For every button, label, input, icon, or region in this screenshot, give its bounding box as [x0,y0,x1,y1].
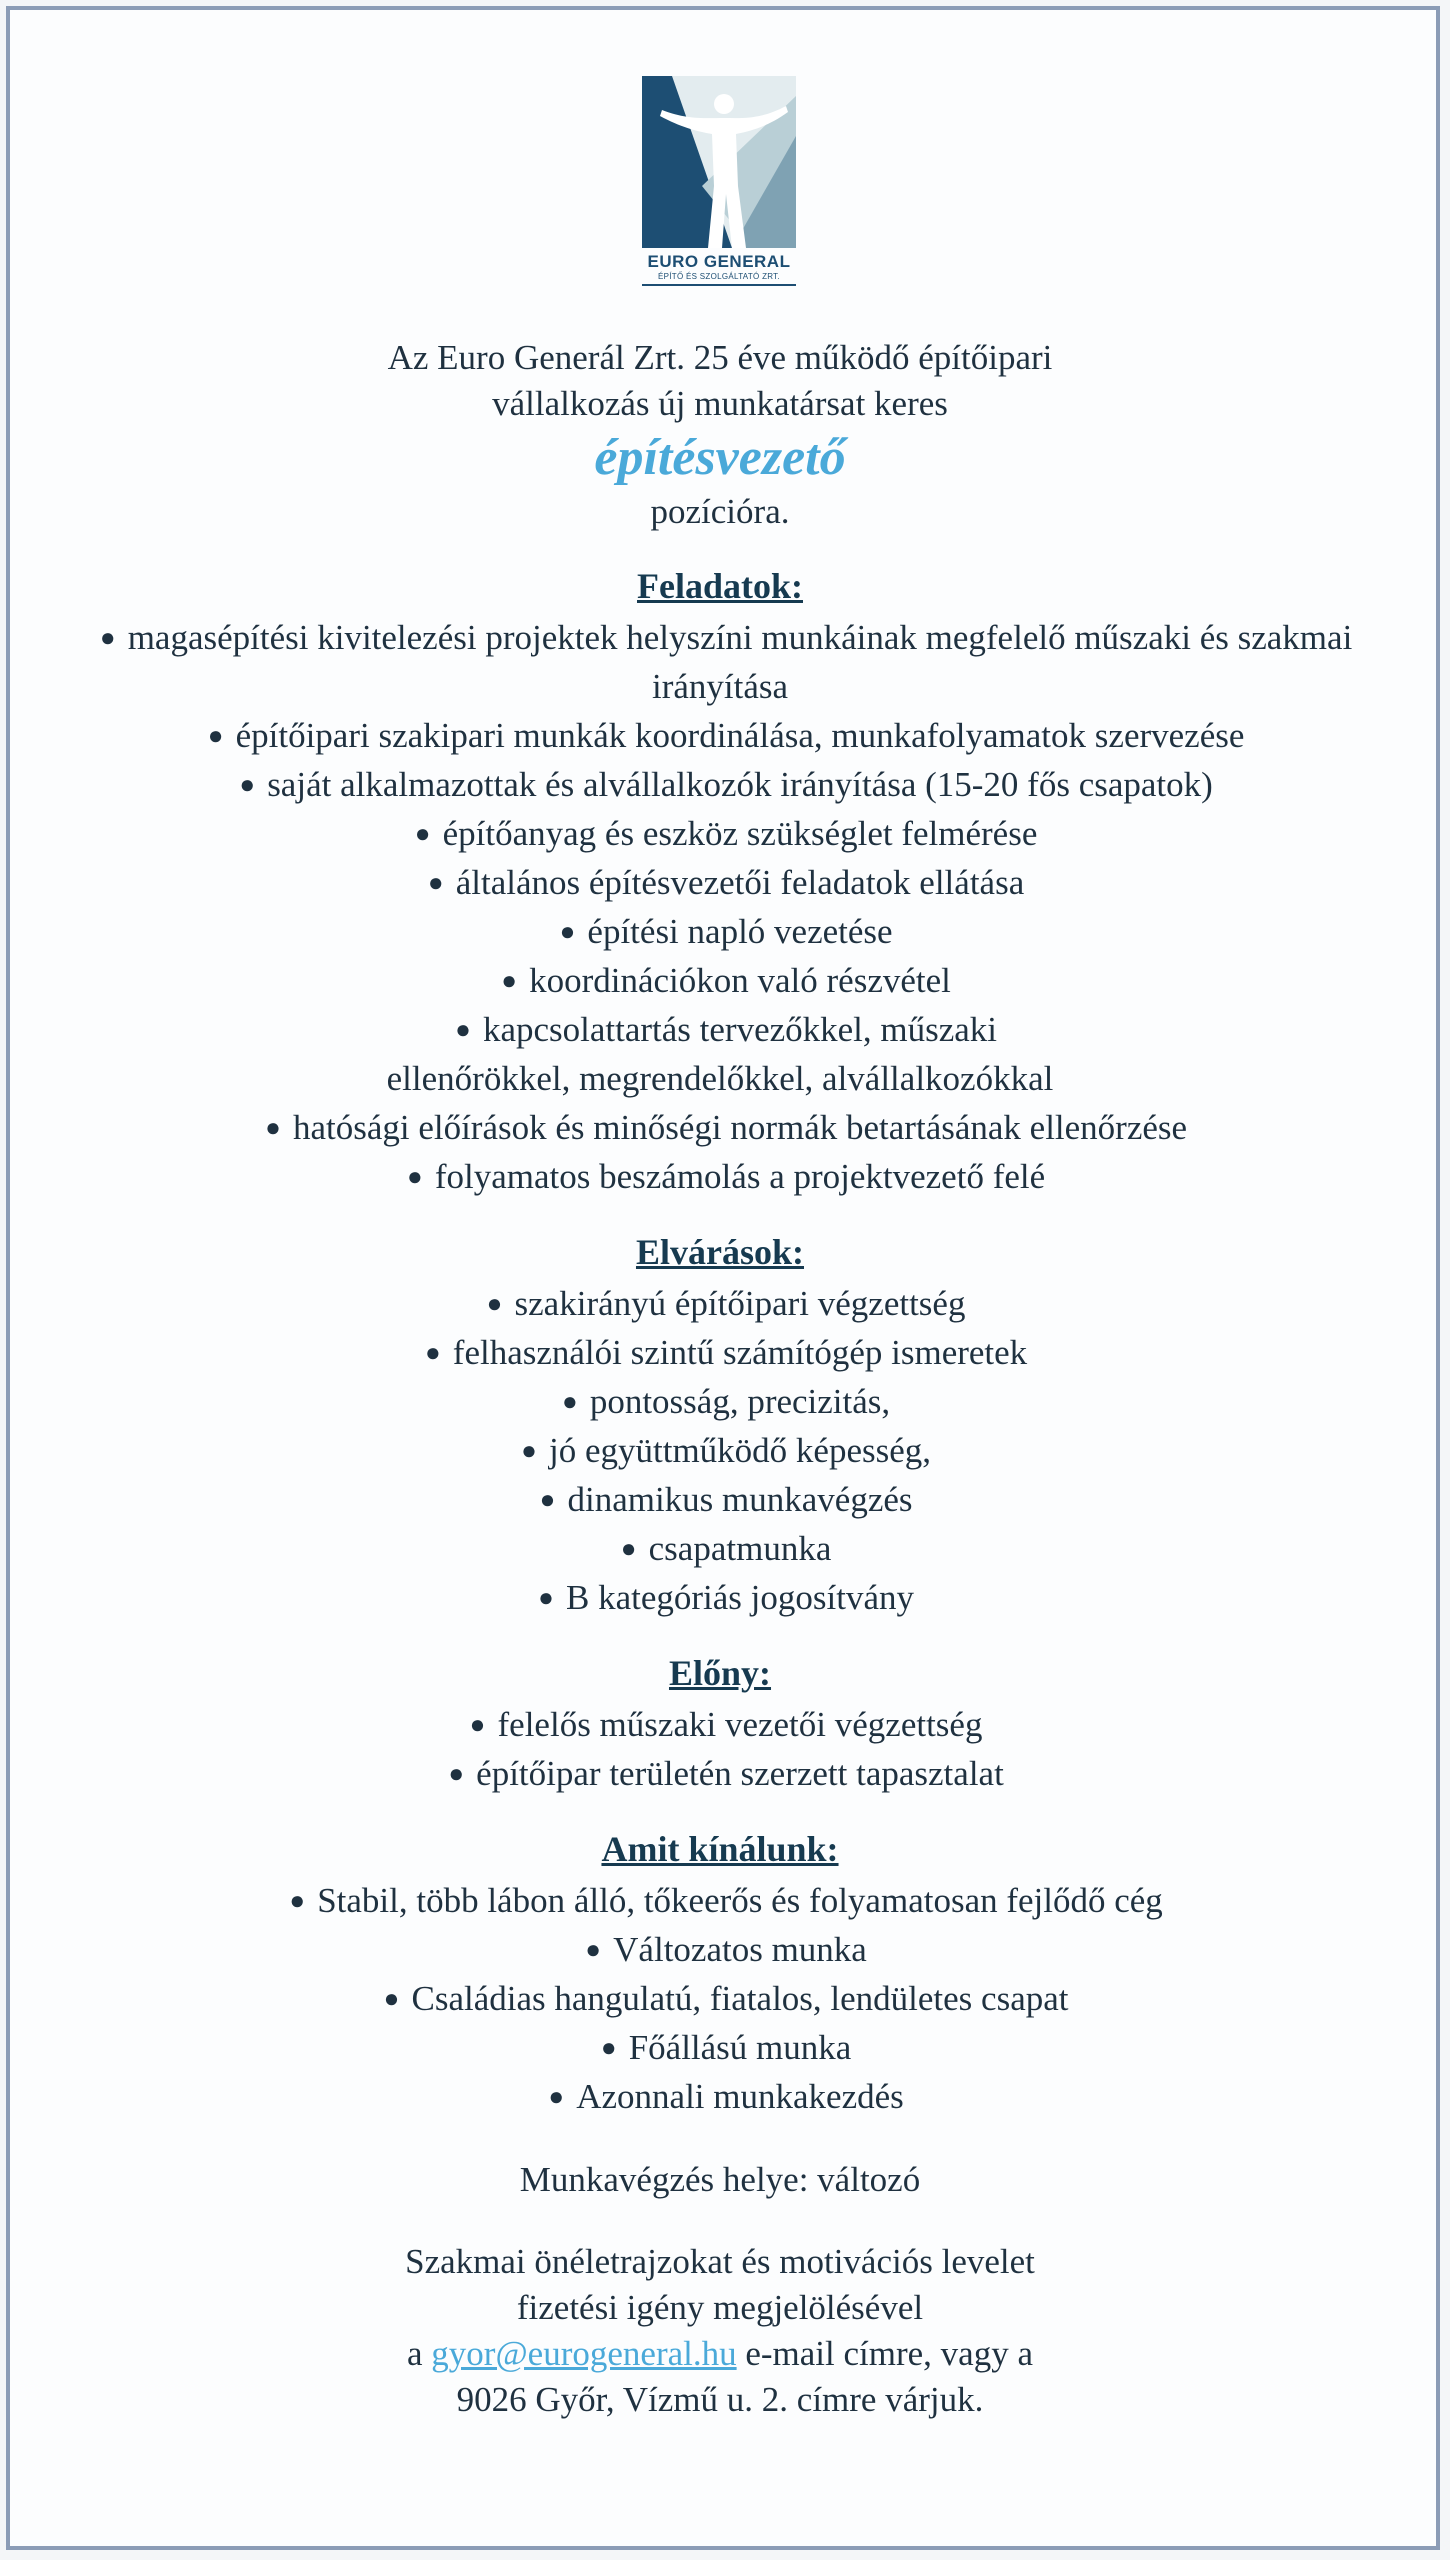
list-item: ● jó együttműködő képesség, [50,1426,1390,1475]
contact-line-2: fizetési igény megjelölésével [516,2288,924,2327]
list-item: ● kapcsolattartás tervezőkkel, műszaki ellenőrökkel, megrendelőkkel, alvállalkozókkal [50,1005,1390,1103]
bullet-icon: ● [427,868,444,897]
offer-heading: Amit kínálunk: [601,1829,839,1869]
list-item: ● magasépítési kivitelezési projektek helyszíni munkáinak megfelelő műszaki és szakmai irányítása [50,613,1390,711]
list-item: ● felhasználói szintű számítógép ismeretek [50,1328,1390,1377]
bullet-icon: ● [559,917,576,946]
list-item: ● Változatos munka [50,1925,1390,1974]
workplace-line: Munkavégzés helye: változó [519,2160,921,2199]
job-ad-content [50,335,1390,2423]
list-item: ● hatósági előírások és minőségi normák betartásának ellenőrzése [50,1103,1390,1152]
contact-line-1: Szakmai önéletrajzokat és motivációs levelet [405,2242,1035,2281]
list-item: ● felelős műszaki vezetői végzettség [50,1700,1390,1749]
company-logo [642,76,796,294]
bullet-icon: ● [207,721,224,750]
list-item: ● építőipar területén szerzett tapasztalat [50,1749,1390,1798]
intro-line-2: vállalkozás új munkatársat keres [492,384,948,423]
list-item: ● Családias hangulatú, fiatalos, lendületes csapat [50,1974,1390,2023]
logo-name: EURO GENERAL [647,252,791,271]
list-item: ● folyamatos beszámolás a projektvezető felé [50,1152,1390,1201]
list-item: ● Azonnali munkakezdés [50,2072,1390,2121]
contact-suffix: e-mail címre, vagy a [745,2334,1033,2373]
logo-figure-icon [642,76,796,248]
bullet-icon: ● [448,1759,465,1788]
list-item: ● koordinációkon való részvétel [50,956,1390,1005]
email-link[interactable]: gyor@eurogeneral.hu [431,2334,737,2373]
requirements-list [50,1279,1390,1622]
list-item: ● B kategóriás jogosítvány [50,1573,1390,1622]
bullet-icon: ● [585,1935,602,1964]
spacer [50,2203,1390,2239]
list-item: ● csapatmunka [50,1524,1390,1573]
list-item: ● saját alkalmazottak és alvállalkozók irányítása (15-20 fős csapatok) [50,760,1390,809]
bullet-icon: ● [600,2033,617,2062]
list-item: ● Főállású munka [50,2023,1390,2072]
bullet-icon: ● [455,1015,471,1044]
spacer [50,2121,1390,2157]
tasks-list [50,613,1390,1201]
bullet-icon: ● [469,1710,486,1739]
tasks-heading: Feladatok: [637,566,803,606]
offer-list [50,1876,1390,2121]
bullet-icon: ● [486,1289,503,1318]
position-title: építésvezető [594,429,846,486]
list-item: ● építési napló vezetése [50,907,1390,956]
intro-line-3: pozícióra. [650,492,790,531]
bullet-icon: ● [620,1534,637,1563]
bullet-icon: ● [548,2082,565,2111]
bullet-icon: ● [265,1113,281,1142]
bullet-icon: ● [414,819,431,848]
requirements-heading: Elvárások: [635,1232,804,1272]
list-item: ● építőanyag és eszköz szükséglet felmérése [50,809,1390,858]
list-item: ● általános építésvezetői feladatok ellátása [50,858,1390,907]
list-item: ● szakirányú építőipari végzettség [50,1279,1390,1328]
bullet-icon: ● [521,1436,537,1465]
list-item: ● pontosság, precizitás, [50,1377,1390,1426]
page-frame [6,6,1440,2550]
contact-prefix: a [407,2334,423,2373]
logo-subtitle: ÉPÍTŐ ÉS SZOLGÁLTATÓ ZRT. [642,272,796,286]
bullet-icon: ● [424,1338,441,1367]
bullet-icon: ● [539,1485,556,1514]
bullet-icon: ● [561,1387,578,1416]
contact-line-3 [50,2331,1390,2377]
contact-line-4: 9026 Győr, Vízmű u. 2. címre várjuk. [456,2380,984,2419]
bullet-icon: ● [538,1583,554,1612]
advantage-heading: Előny: [668,1653,772,1693]
bullet-icon: ● [99,623,116,652]
bullet-icon: ● [289,1886,306,1915]
intro-line-1: Az Euro Generál Zrt. 25 éve működő építőipari [387,338,1053,377]
bullet-icon: ● [239,770,256,799]
bullet-icon: ● [406,1162,423,1191]
bullet-icon: ● [383,1984,400,2013]
bullet-icon: ● [501,966,517,995]
advantage-list [50,1700,1390,1798]
list-item: ● építőipari szakipari munkák koordinálása, munkafolyamatok szervezése [50,711,1390,760]
list-item: ● Stabil, több lábon álló, tőkeerős és folyamatosan fejlődő cég [50,1876,1390,1925]
list-item: ● dinamikus munkavégzés [50,1475,1390,1524]
